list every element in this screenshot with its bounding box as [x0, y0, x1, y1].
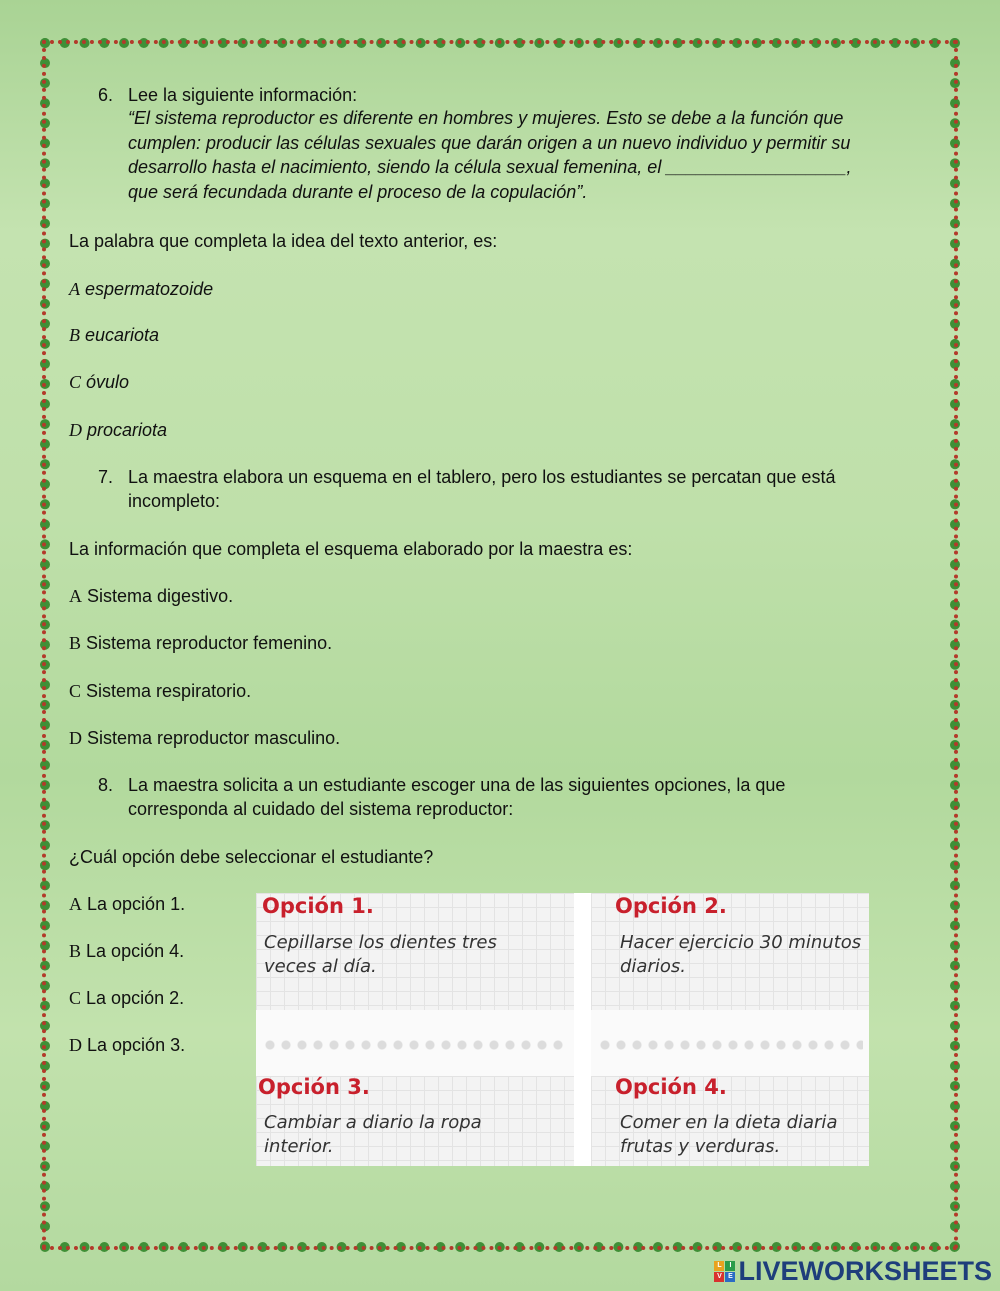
card-3-text [264, 1111, 482, 1159]
q6-option-a[interactable] [69, 277, 213, 301]
card-2-text [620, 931, 861, 979]
option-text: La opción 1. [87, 894, 186, 914]
card-3-line: Cambiar a diario la ropa [264, 1112, 482, 1133]
q8-option-d[interactable] [69, 1033, 185, 1057]
q7-option-d[interactable] [69, 726, 340, 750]
q7-option-c[interactable] [69, 679, 251, 703]
logo-cubes-icon [714, 1261, 735, 1282]
card-2-title: Opción 2. [615, 894, 727, 918]
card-1-line: veces al día. [264, 956, 377, 977]
option-letter: B [69, 325, 80, 345]
q6-quote [128, 106, 918, 204]
option-text: Sistema respiratorio. [86, 681, 252, 701]
q8-option-b[interactable] [69, 939, 184, 963]
option-letter: A [69, 279, 80, 299]
logo-cube: E [725, 1272, 735, 1282]
card-3-line: interior. [264, 1136, 334, 1157]
q7-question: La información que completa el esquema elaborado por la maestra es: [69, 539, 633, 559]
spiral-binding [597, 1036, 863, 1054]
q8-option-a[interactable] [69, 892, 185, 916]
q6-number: 6. [98, 85, 114, 105]
q6-quote-line: “El sistema reproductor es diferente en hombres y mujeres. Esto se debe a la función que [128, 108, 844, 128]
logo-cube: I [725, 1261, 735, 1271]
option-text: óvulo [86, 372, 130, 392]
q6-intro: Lee la siguiente información: [128, 85, 358, 105]
card-2-line: Hacer ejercicio 30 minutos [620, 932, 862, 953]
card-4-line: Comer en la dieta diaria [620, 1112, 838, 1133]
q7-number: 7. [98, 467, 114, 487]
q6-quote-line: desarrollo hasta el nacimiento, siendo la célula sexual femenina, el __________________, [128, 157, 852, 177]
option-letter: C [69, 988, 82, 1008]
spiral-binding [262, 1036, 568, 1054]
card-4-text [620, 1111, 837, 1159]
option-letter: D [69, 420, 82, 440]
option-text: Sistema reproductor femenino. [86, 633, 333, 653]
logo-cube: L [714, 1261, 724, 1271]
option-text: procariota [87, 420, 168, 440]
q8-line2: corresponda al cuidado del sistema reproductor: [128, 799, 514, 819]
q6-option-d[interactable] [69, 418, 167, 442]
option-text: Sistema digestivo. [87, 586, 234, 606]
logo-text: LIVEWORKSHEETS [738, 1255, 992, 1286]
option-letter: B [69, 941, 82, 961]
q7-option-b[interactable] [69, 631, 332, 655]
option-text: La opción 2. [86, 988, 185, 1008]
logo-cube: V [714, 1272, 724, 1282]
option-text: eucariota [85, 325, 160, 345]
liveworksheets-logo[interactable] [714, 1257, 992, 1285]
card-2-line: diarios. [620, 956, 686, 977]
q7-line1: La maestra elabora un esquema en el tablero, pero los estudiantes se percatan que está [128, 467, 836, 487]
q8-question: ¿Cuál opción debe seleccionar el estudiante? [69, 847, 434, 867]
option-letter: D [69, 1035, 82, 1055]
option-text: Sistema reproductor masculino. [87, 728, 341, 748]
q6-quote-line: que será fecundada durante el proceso de la copulación”. [128, 181, 588, 202]
option-text: La opción 4. [86, 941, 185, 961]
option-letter: A [69, 894, 82, 914]
option-letter: C [69, 372, 82, 392]
card-1-text [264, 931, 497, 979]
card-gutter [574, 893, 591, 1166]
q8-line1: La maestra solicita a un estudiante escoger una de las siguientes opciones, la que [128, 775, 786, 795]
card-1-title: Opción 1. [262, 894, 374, 918]
q7-option-a[interactable] [69, 584, 233, 608]
q6-option-c[interactable] [69, 370, 129, 394]
option-text: espermatozoide [85, 279, 214, 299]
card-4-title: Opción 4. [615, 1075, 727, 1099]
card-1-line: Cepillarse los dientes tres [264, 932, 497, 953]
q6-option-b[interactable] [69, 323, 159, 347]
option-letter: A [69, 586, 82, 606]
q6-question: La palabra que completa la idea del texto anterior, es: [69, 231, 498, 251]
card-4-line: frutas y verduras. [620, 1136, 781, 1157]
option-text: La opción 3. [87, 1035, 186, 1055]
option-letter: C [69, 681, 82, 701]
option-letter: D [69, 728, 82, 748]
q8-option-c[interactable] [69, 986, 184, 1010]
q7-line2: incompleto: [128, 491, 221, 511]
q8-number: 8. [98, 775, 114, 795]
option-letter: B [69, 633, 82, 653]
card-3-title: Opción 3. [258, 1075, 370, 1099]
q6-quote-line: cumplen: producir las células sexuales que darán origen a un nuevo individuo y permitir su [128, 132, 851, 153]
